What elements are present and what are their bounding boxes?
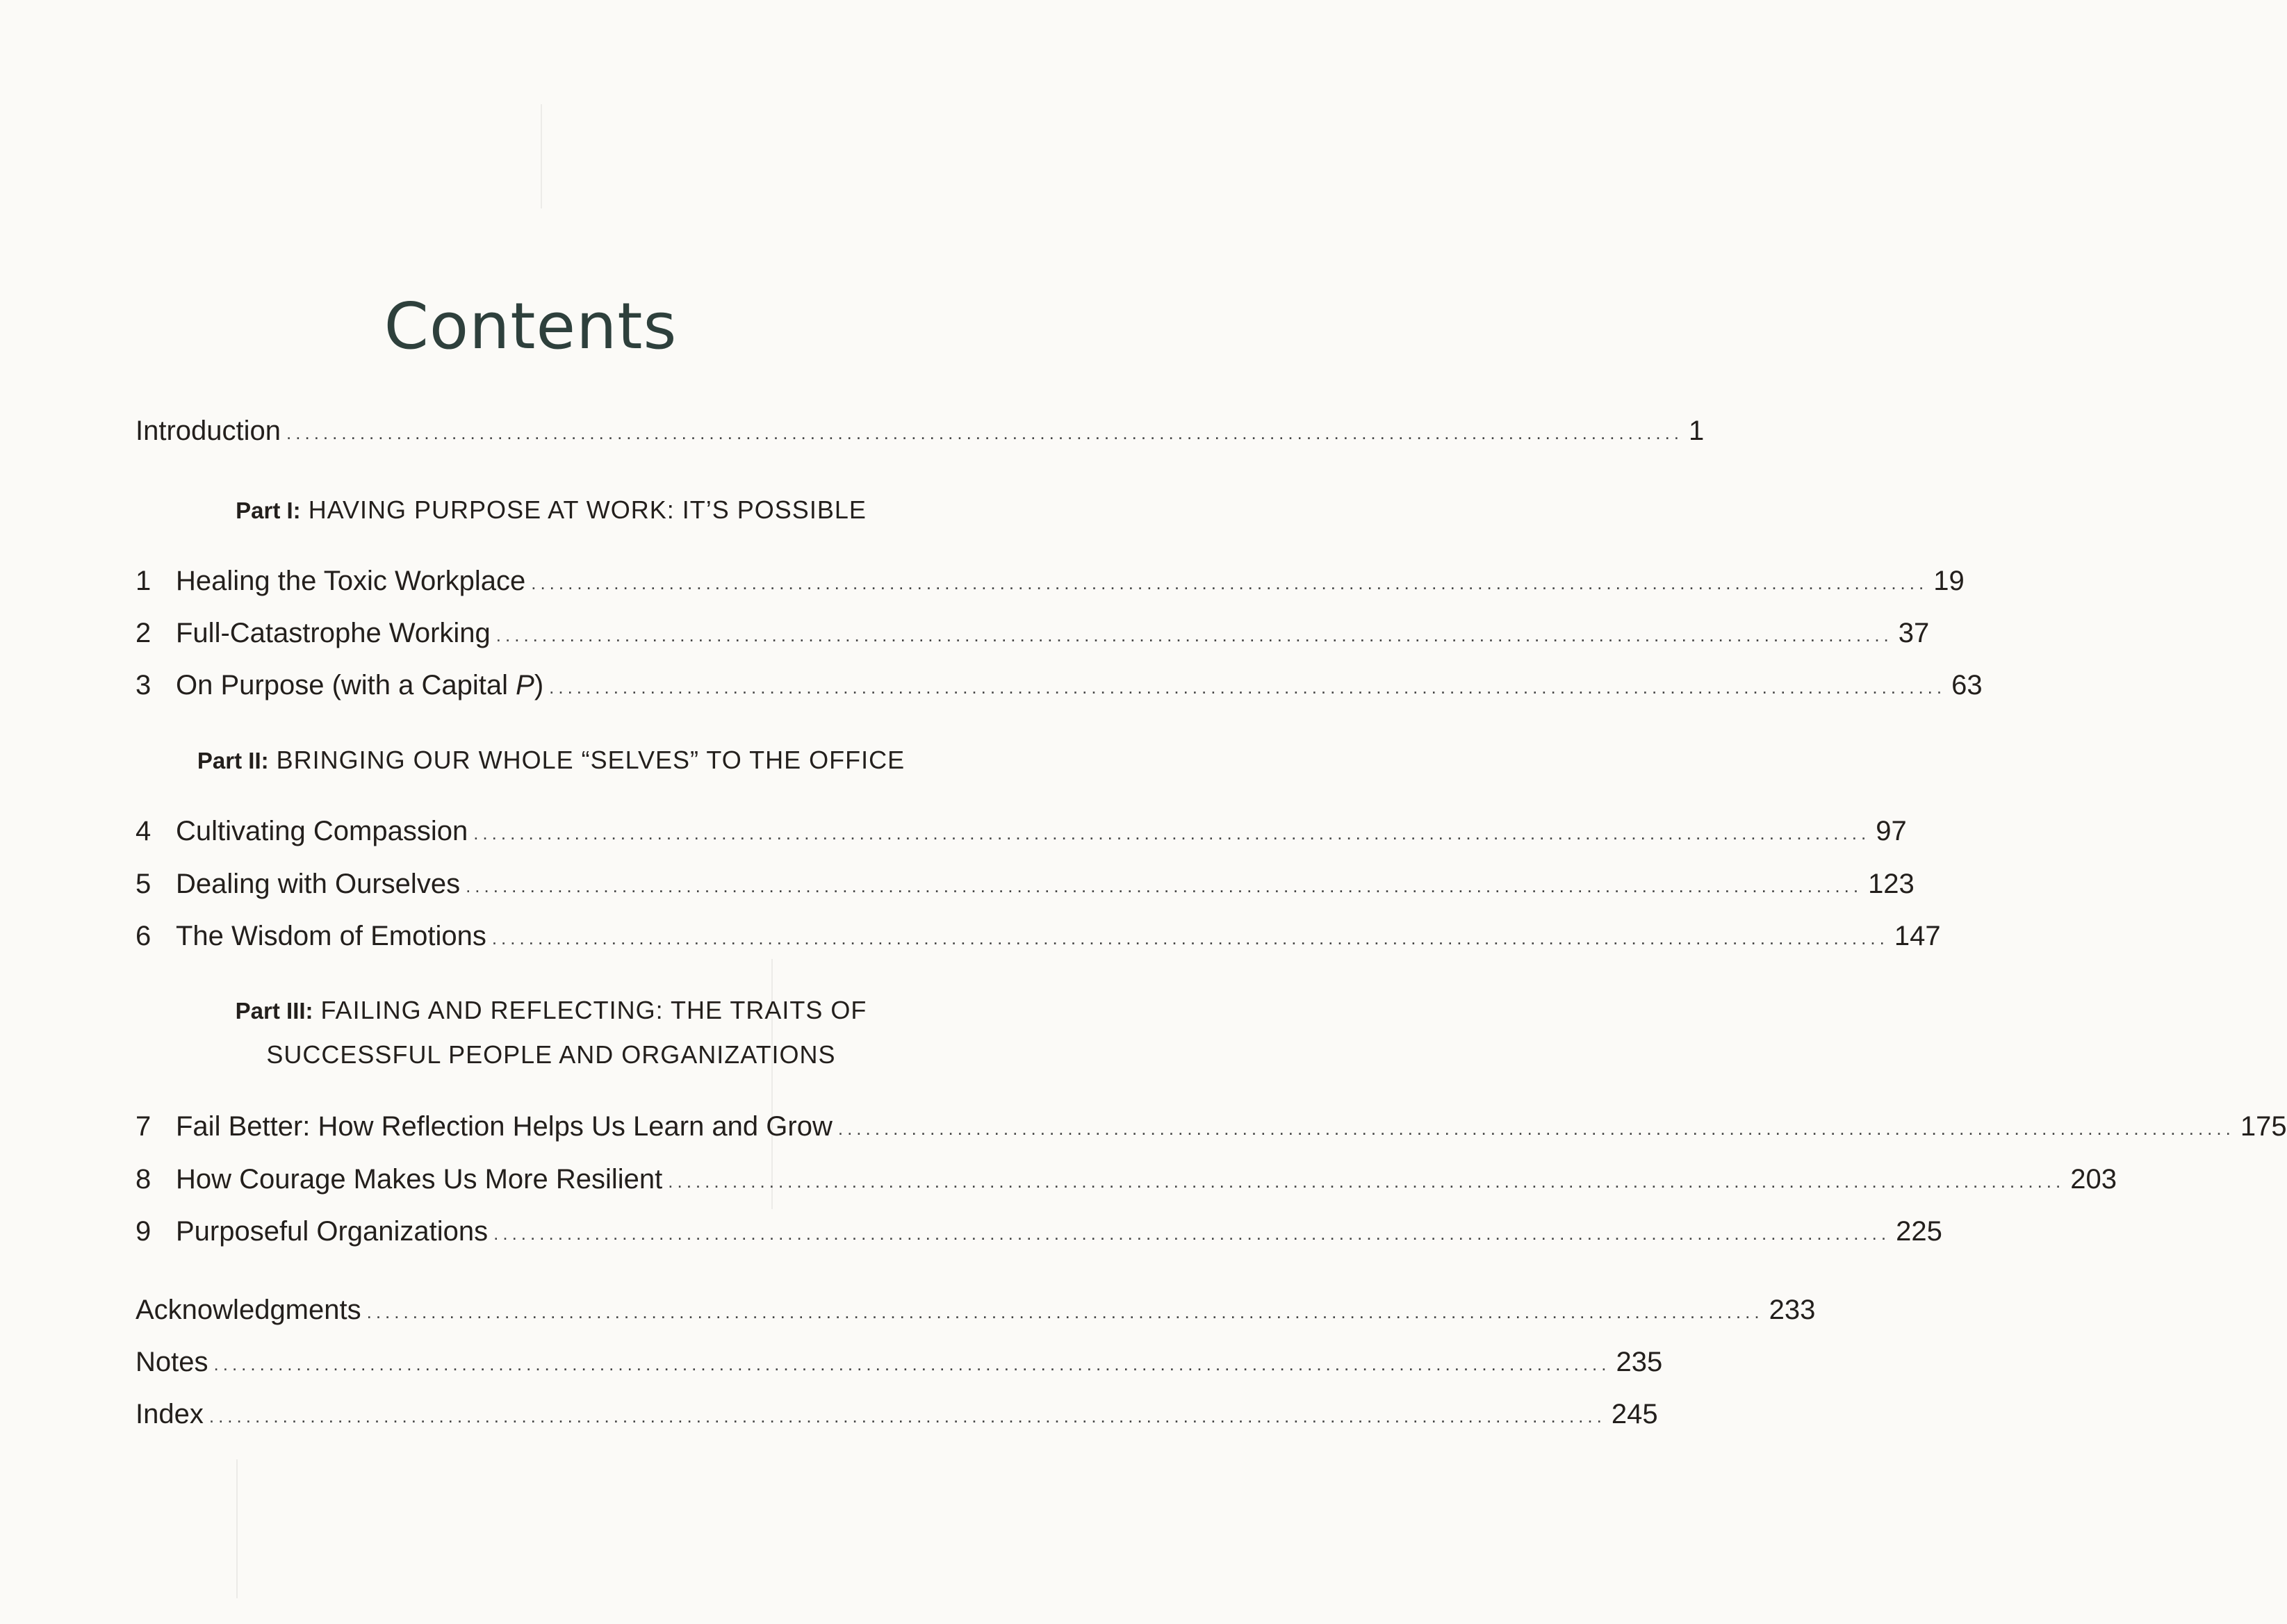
toc-entry-acknowledgments[interactable]: [136, 1282, 1816, 1325]
page-scratch-mark: [236, 1459, 238, 1598]
entry-page-number: 97: [1876, 816, 1907, 846]
entry-page-number: 37: [1898, 618, 1930, 648]
entry-page-number: 147: [1894, 921, 1941, 951]
page-title: Contents: [384, 288, 678, 363]
entry-title: How Courage Makes Us More Resilient: [176, 1164, 663, 1195]
chapter-number: 2: [136, 618, 151, 648]
entry-title: Fail Better: How Reflection Helps Us Learn and Grow: [176, 1111, 833, 1142]
entry-page-number: 63: [1951, 670, 1983, 700]
toc-entry-chapter[interactable]: [136, 657, 1983, 700]
part-title-line: SUCCESSFUL PEOPLE AND ORGANIZATIONS: [266, 1040, 836, 1069]
toc-entry-chapter[interactable]: [136, 908, 1941, 951]
entry-page-number: 175: [2240, 1111, 2287, 1142]
part-heading-continued: [136, 1033, 967, 1077]
part-heading: Part III: FAILING AND REFLECTING: THE TRAITS OF: [235, 996, 867, 1024]
part-title-line: HAVING PURPOSE AT WORK: IT’S POSSIBLE: [308, 495, 867, 524]
page-scratch-mark: [541, 104, 542, 208]
toc-entry-notes[interactable]: [136, 1334, 1663, 1377]
entry-page-number: 245: [1611, 1399, 1658, 1429]
entry-page-number: 123: [1868, 869, 1915, 899]
toc-entry-introduction[interactable]: [136, 403, 1705, 446]
toc-entry-chapter[interactable]: [136, 1204, 1942, 1247]
dot-leader: ........................................................................................................................................................: [491, 928, 1889, 949]
part-title-line: BRINGING OUR WHOLE “SELVES” TO THE OFFICE: [276, 746, 905, 774]
dot-leader: ........................................................................................................................................................: [495, 625, 1893, 646]
chapter-number: 4: [136, 816, 151, 846]
dot-leader: ........................................................................................................................................................: [668, 1171, 2065, 1192]
chapter-number: 6: [136, 921, 151, 951]
toc-entry-chapter[interactable]: [136, 1099, 2287, 1142]
toc-entry-chapter[interactable]: [136, 856, 1915, 899]
chapter-number: 9: [136, 1216, 151, 1247]
toc-entry-chapter[interactable]: [136, 553, 1965, 596]
toc-entry-index[interactable]: [136, 1386, 1658, 1429]
dot-leader: ........................................................................................................................................................: [286, 423, 1684, 443]
part-label: Part III: [235, 998, 306, 1024]
dot-leader: ........................................................................................................................................................: [466, 876, 1863, 896]
entry-page-number: 235: [1616, 1347, 1663, 1377]
entry-title: Introduction: [136, 416, 281, 446]
dot-leader: ........................................................................................................................................................: [366, 1302, 1764, 1322]
part-heading: Part II: BRINGING OUR WHOLE “SELVES” TO THE OFFICE: [197, 746, 905, 774]
entry-title: On Purpose (with a Capital P): [176, 670, 544, 700]
entry-title: Healing the Toxic Workplace: [176, 566, 526, 596]
entry-title: Notes: [136, 1347, 208, 1377]
chapter-number: 8: [136, 1164, 151, 1195]
entry-page-number: 1: [1689, 416, 1705, 446]
entry-title: Acknowledgments: [136, 1295, 361, 1325]
toc-entry-chapter[interactable]: [136, 803, 1907, 846]
dot-leader: ........................................................................................................................................................: [531, 573, 1928, 593]
entry-title: Index: [136, 1399, 204, 1429]
toc-entry-chapter[interactable]: [136, 1151, 2117, 1195]
dot-leader: ........................................................................................................................................................: [473, 823, 1871, 844]
part-label: Part II: [197, 748, 261, 773]
chapter-number: 3: [136, 670, 151, 700]
entry-page-number: 203: [2070, 1164, 2117, 1195]
dot-leader: ........................................................................................................................................................: [493, 1223, 1891, 1244]
dot-leader: ........................................................................................................................................................: [837, 1118, 2235, 1139]
part-heading: Part I: HAVING PURPOSE AT WORK: IT’S POSSIBLE: [236, 495, 867, 524]
chapter-number: 7: [136, 1111, 151, 1142]
entry-title: Cultivating Compassion: [176, 816, 468, 846]
entry-title: Full-Catastrophe Working: [176, 618, 491, 648]
entry-page-number: 225: [1896, 1216, 1942, 1247]
dot-leader: ........................................................................................................................................................: [213, 1354, 1611, 1375]
part-title-line: FAILING AND REFLECTING: THE TRAITS OF: [320, 996, 867, 1024]
entry-page-number: 19: [1933, 566, 1965, 596]
toc-entry-chapter[interactable]: [136, 605, 1930, 648]
chapter-number: 1: [136, 566, 151, 596]
dot-leader: ........................................................................................................................................................: [208, 1406, 1606, 1427]
chapter-number: 5: [136, 869, 151, 899]
dot-leader: ........................................................................................................................................................: [549, 677, 1946, 698]
part-label: Part I: [236, 498, 293, 523]
entry-title: Purposeful Organizations: [176, 1216, 489, 1247]
entry-title: The Wisdom of Emotions: [176, 921, 486, 951]
entry-title: Dealing with Ourselves: [176, 869, 461, 899]
entry-page-number: 233: [1769, 1295, 1816, 1325]
